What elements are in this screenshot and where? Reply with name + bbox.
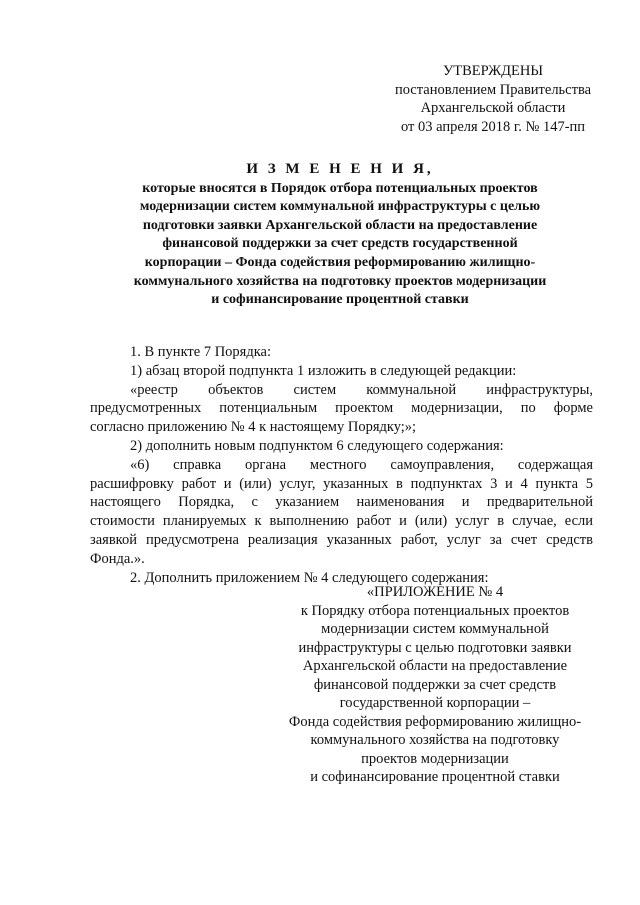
title-line: коммунального хозяйства на подготовку проектов модернизации	[133, 273, 547, 289]
approval-line: от 03 апреля 2018 г. № 147-пп	[400, 118, 586, 135]
approval-line: УТВЕРЖДЕНЫ	[442, 63, 544, 79]
appendix-line: «ПРИЛОЖЕНИЕ № 4	[366, 584, 504, 600]
approval-line: постановлением Правительства	[394, 81, 592, 98]
appendix-line: и софинансирование процентной ставки	[310, 769, 560, 785]
quote-2-line: «6) справка органа местного самоуправления, содержащая	[130, 456, 593, 473]
appendix-line: государственной корпорации –	[339, 695, 531, 711]
quote-2-line: настоящего Порядка, с указанием наименования и предварительной	[90, 494, 593, 511]
appendix-line: Фонда содействия реформированию жилищно-	[288, 713, 582, 730]
quote-1-line: предусмотренных потенциальным проектом модернизации, по форме	[90, 400, 593, 417]
item-1: 1. В пункте 7 Порядка:	[130, 344, 271, 360]
approval-line: Архангельской области	[420, 100, 566, 116]
appendix-header	[270, 583, 600, 787]
document-title	[90, 160, 590, 310]
title-line: модернизации систем коммунальной инфраструктуры с целью	[139, 199, 541, 215]
quote-1-line: согласно приложению № 4 к настоящему Порядку;»;	[90, 419, 417, 436]
document-body	[90, 343, 593, 587]
title-line: которые вносятся в Порядок отбора потенциальных проектов	[142, 180, 538, 196]
title-line: финансовой поддержки за счет средств государственной	[162, 236, 518, 252]
appendix-line: модернизации систем коммунальной	[321, 621, 549, 637]
quote-2-line: стоимости планируемых к выполнению работ и (или) услуг в случае, если	[90, 513, 593, 530]
appendix-line: инфраструктуры с целью подготовки заявки	[298, 639, 572, 656]
title-heading: И З М Е Н Е Н И Я,	[246, 161, 434, 177]
title-line: подготовки заявки Архангельской области на предоставление	[142, 217, 538, 233]
title-line: и софинансирование процентной ставки	[211, 292, 469, 308]
approval-stamp	[380, 62, 606, 136]
appendix-line: Архангельской области на предоставление	[302, 658, 568, 674]
quote-2-line: Фонда.».	[90, 550, 145, 567]
quote-2-line: заявкой предусмотрена реализация указанных работ, услуг за счет средств	[90, 531, 593, 548]
appendix-line: к Порядку отбора потенциальных проектов	[300, 602, 570, 619]
subitem-1: 1) абзац второй подпункта 1 изложить в следующей редакции:	[130, 362, 517, 379]
title-line: корпорации – Фонда содействия реформированию жилищно-	[144, 254, 536, 270]
quote-2-line: расшифровку работ и (или) услуг, указанных в подпунктах 3 и 4 пункта 5	[90, 475, 593, 492]
quote-1-line: «реестр объектов систем коммунальной инфраструктуры,	[130, 381, 593, 398]
appendix-line: финансовой поддержки за счет средств	[313, 676, 557, 693]
item-2: 2. Дополнить приложением № 4 следующего содержания:	[130, 569, 489, 586]
appendix-line: проектов модернизации	[361, 750, 509, 767]
appendix-line: коммунального хозяйства на подготовку	[310, 732, 560, 748]
subitem-2: 2) дополнить новым подпунктом 6 следующего содержания:	[130, 437, 504, 454]
